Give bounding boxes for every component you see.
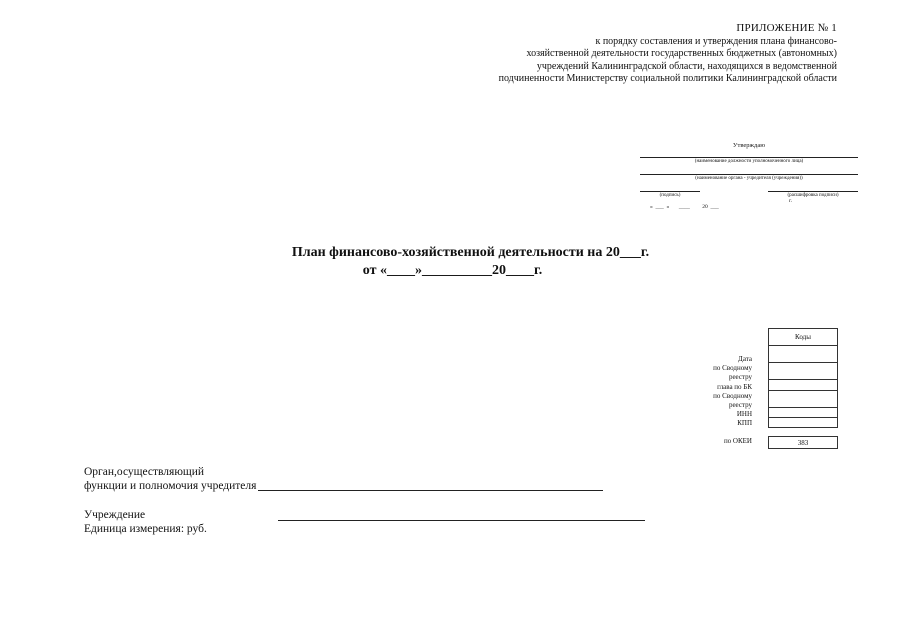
signature-cell	[640, 191, 700, 198]
code-cell-inn	[769, 408, 838, 418]
label-registry-4: реестру	[728, 401, 752, 410]
decoding-line	[768, 191, 858, 192]
code-gap	[769, 428, 838, 437]
label-registry-3: по Сводному	[713, 391, 752, 400]
year-suffix: г.	[788, 198, 792, 204]
code-cell-budget-chapter	[769, 380, 838, 391]
organ-block	[84, 465, 603, 493]
signature-line	[640, 191, 700, 192]
position-caption: (наименование должности уполномоченного лица)	[694, 159, 804, 164]
title-line-1: План финансово-хозяйственной деятельности на 20___г.	[291, 245, 650, 260]
signature-caption: (подпись)	[659, 193, 681, 198]
codes-header: Коды	[769, 329, 838, 346]
label-inn: ИНН	[736, 410, 752, 419]
approval-date-line: « ___ » ____ 20 ___	[650, 204, 719, 210]
organ-underline	[258, 490, 603, 491]
institution-underline	[278, 520, 645, 521]
code-cell-registry	[769, 363, 838, 380]
decoding-caption: (расшифровка подписи)	[787, 193, 839, 198]
label-okei: по ОКЕИ	[723, 436, 752, 445]
label-registry-1: по Сводному	[713, 364, 752, 373]
label-kpp: КПП	[737, 419, 752, 428]
label-budget-chapter: глава по БК	[717, 382, 752, 391]
approval-label: Утверждаю	[732, 142, 766, 149]
approval-block	[640, 142, 858, 210]
institution-label: Учреждение	[84, 509, 146, 521]
appendix-line-2: хозяйственной деятельности государственных бюджетных (автономных)	[526, 48, 837, 59]
code-cell-date	[769, 346, 838, 363]
organ-line	[640, 174, 858, 175]
document-title	[0, 244, 905, 280]
unit-label: Единица измерения: руб.	[84, 523, 207, 535]
decoding-cell	[768, 191, 858, 198]
appendix-title: ПРИЛОЖЕНИЕ № 1	[736, 22, 837, 34]
appendix-line-1: к порядку составления и утверждения плана финансово-	[595, 35, 837, 47]
organ-row	[84, 479, 603, 493]
code-cell-registry-2	[769, 391, 838, 408]
codes-labels	[650, 355, 752, 446]
code-cell-kpp	[769, 418, 838, 428]
institution-block	[84, 508, 207, 536]
appendix-line-3: учреждений Калининградской области, находящихся в ведомственной	[536, 60, 837, 72]
appendix-line-4: подчиненности Министерству социальной политики Калининградской области	[498, 73, 837, 84]
organ-line-2: функции и полномочия учредителя	[84, 480, 257, 492]
code-cell-okei: 383	[769, 437, 838, 449]
label-date: Дата	[738, 355, 752, 363]
label-registry-2: реестру	[728, 373, 752, 382]
organ-line-1: Орган,осуществляющий	[84, 466, 205, 478]
appendix-header	[417, 22, 837, 86]
organ-caption: (наименование органа - учредителя (учреждения))	[695, 176, 803, 181]
signature-row	[640, 191, 858, 198]
position-line	[640, 157, 858, 158]
codes-table	[768, 328, 838, 449]
title-line-2: от «____»__________20____г.	[362, 263, 543, 278]
